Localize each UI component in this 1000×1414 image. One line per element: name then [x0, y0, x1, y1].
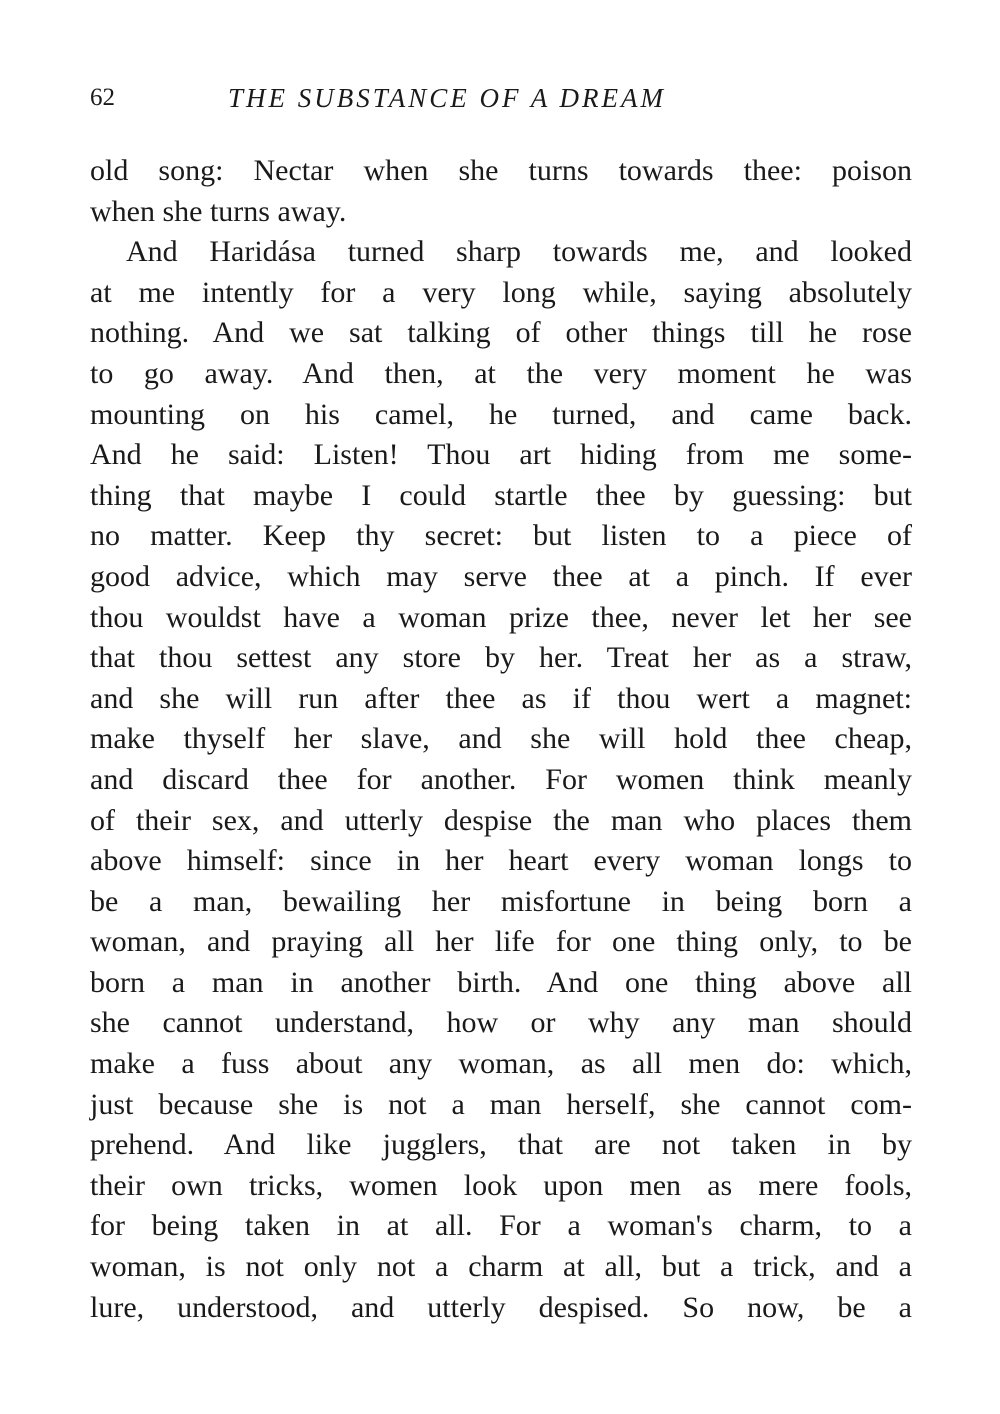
text-line: woman, and praying all her life for one thing only, to be	[90, 925, 912, 959]
text-line: nothing. And we sat talking of other things till he rose	[90, 316, 912, 350]
text-line: born a man in another birth. And one thing above all	[90, 965, 912, 999]
text-line: just because she is not a man herself, she cannot com-	[90, 1087, 912, 1121]
text-line: prehend. And like jugglers, that are not taken in by	[90, 1128, 912, 1162]
text-line: be a man, bewailing her misfortune in being born a	[90, 884, 912, 918]
text-line: thing that maybe I could startle thee by guessing: but	[90, 478, 912, 512]
text-line: thou wouldst have a woman prize thee, never let her see	[90, 600, 912, 634]
text-line: make thyself her slave, and she will hold thee cheap,	[90, 722, 912, 756]
text-line: make a fuss about any woman, as all men do: which,	[90, 1047, 912, 1081]
text-line: and discard thee for another. For women think meanly	[90, 762, 912, 796]
page-number: 62	[90, 84, 115, 111]
text-line: that thou settest any store by her. Treat her as a straw,	[90, 641, 912, 675]
text-line: And he said: Listen! Thou art hiding from me some-	[90, 438, 912, 472]
text-line: for being taken in at all. For a woman's charm, to a	[90, 1209, 912, 1243]
text-line: old song: Nectar when she turns towards thee: poison	[90, 154, 912, 187]
page-header	[90, 80, 912, 120]
text-line: mounting on his camel, he turned, and came back.	[90, 397, 912, 431]
text-line: to go away. And then, at the very moment he was	[90, 356, 912, 390]
running-title: THE SUBSTANCE OF A DREAM	[228, 83, 666, 113]
text-line: woman, is not only not a charm at all, but a trick, and a	[90, 1250, 912, 1284]
text-line: when she turns away.	[90, 194, 347, 228]
text-line: no matter. Keep thy secret: but listen to a piece of	[90, 519, 912, 553]
text-line: good advice, which may serve thee at a pinch. If ever	[90, 559, 912, 593]
text-line: their own tricks, women look upon men as mere fools,	[90, 1168, 912, 1202]
text-line: above himself: since in her heart every woman longs to	[90, 844, 912, 878]
text-line: And Haridása turned sharp towards me, and looked	[126, 235, 912, 269]
body-text	[90, 151, 912, 1328]
text-line: she cannot understand, how or why any man should	[90, 1006, 912, 1040]
text-line: at me intently for a very long while, saying absolutely	[90, 275, 912, 309]
text-line: of their sex, and utterly despise the man who places them	[90, 803, 912, 837]
text-line: and she will run after thee as if thou wert a magnet:	[90, 681, 912, 715]
text-line: lure, understood, and utterly despised. So now, be a	[90, 1290, 912, 1324]
